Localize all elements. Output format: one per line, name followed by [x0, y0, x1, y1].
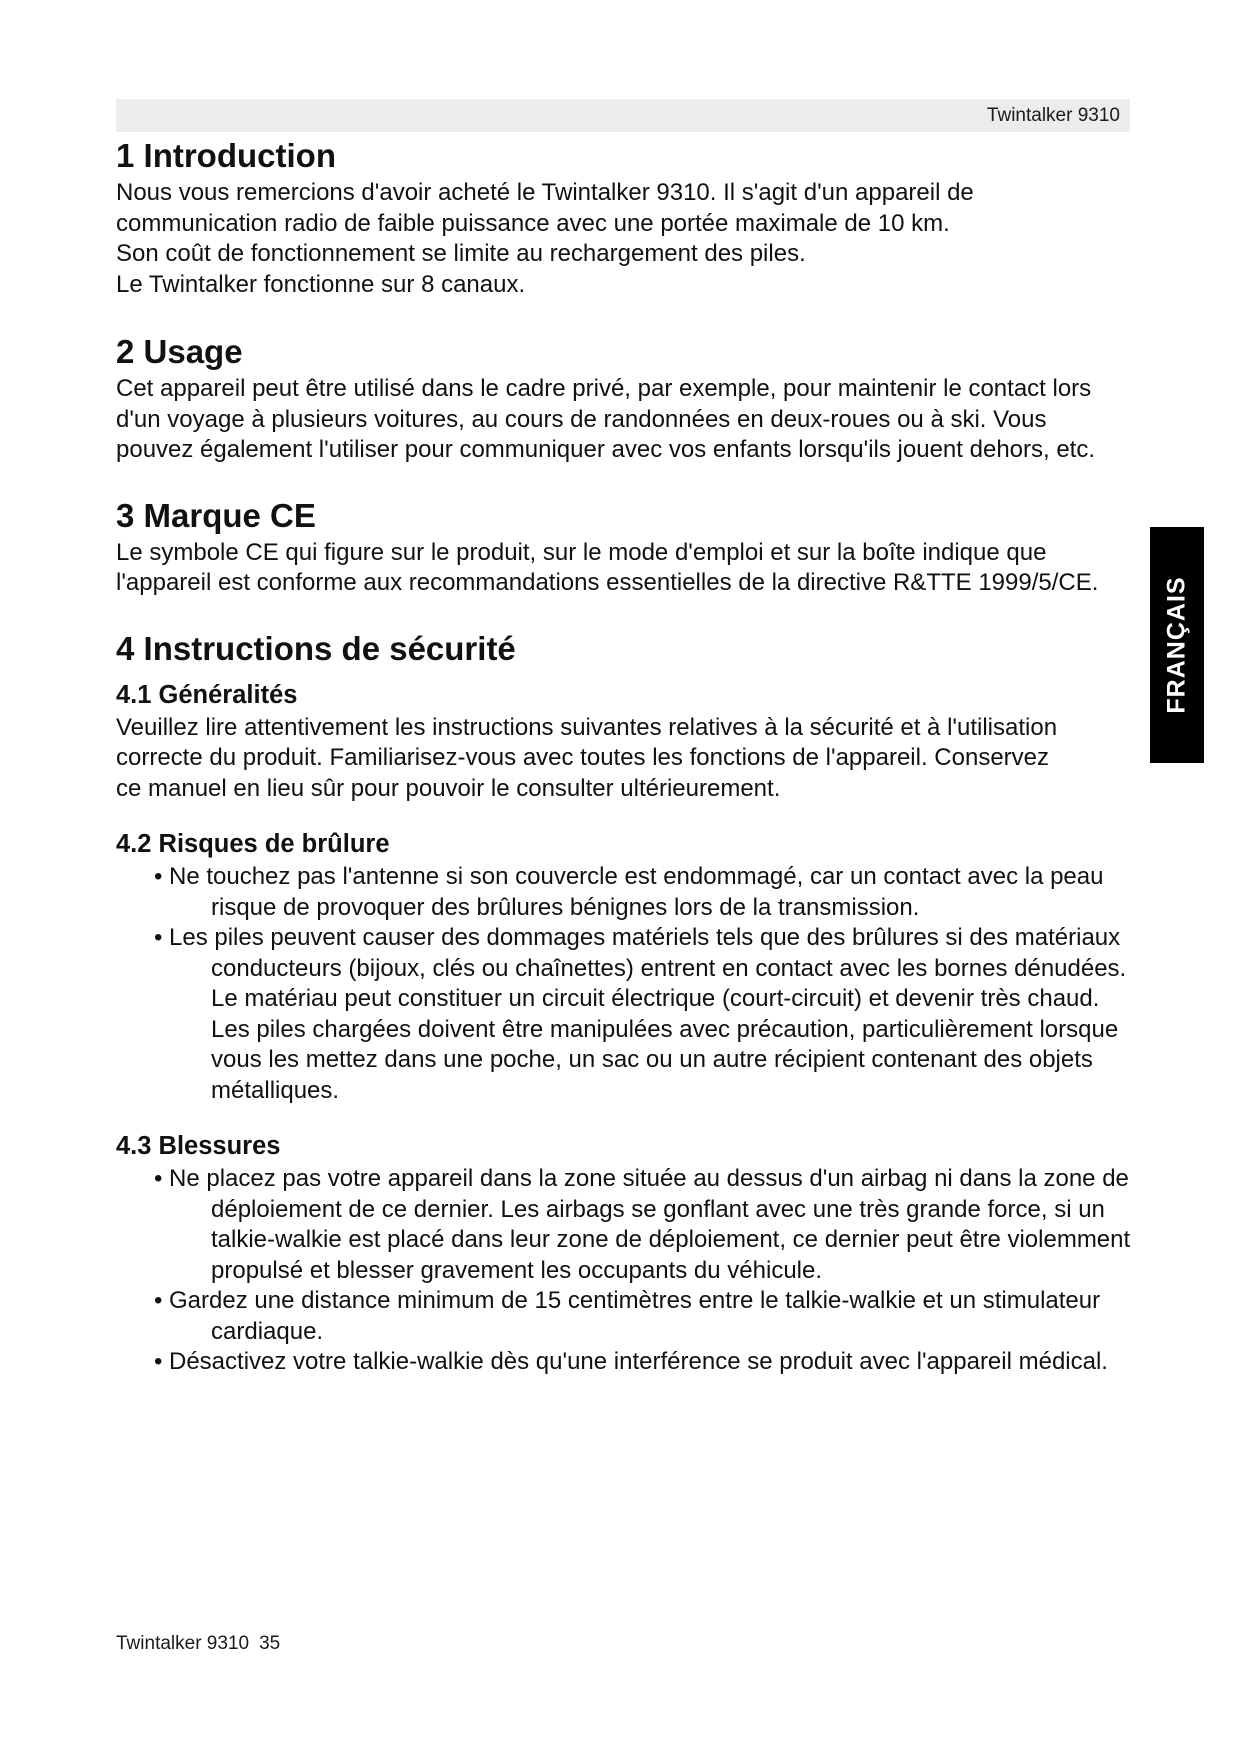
subsection-heading: 4.2 Risques de brûlure: [116, 830, 390, 858]
text-line: Cet appareil peut être utilisé dans le cadre privé, par exemple, pour maintenir le contact lors: [116, 375, 1092, 402]
text-line: correcte du produit. Familiarisez-vous avec toutes les fonctions de l'appareil. Conservez: [116, 744, 1050, 771]
section-body: [116, 178, 1136, 300]
section-usage: [116, 332, 1136, 466]
text-line: d'un voyage à plusieurs voitures, au cours de randonnées en deux-roues ou à ski. Vous: [116, 405, 1047, 433]
text-line: Son coût de fonctionnement se limite au rechargement des piles.: [116, 240, 806, 267]
list-item-text: Les piles peuvent causer des dommages matériels tels que des brûlures si des matériaux conducteurs (bijoux, clés ou chaînettes) entrent en contact avec les bornes dénudées. Le matériau peut constituer un circuit électrique (court-circuit) et devenir très chaud. Les piles chargées doivent être manipulées avec précaution, particulièrement lorsque vous les mettez dans une poche, un sac ou un autre récipient contenant des objets métalliques.: [169, 924, 1127, 1104]
list-item: [116, 1347, 1136, 1378]
text-line: Nous vous remercions d'avoir acheté le Twintalker 9310. Il s'agit d'un appareil de: [116, 179, 974, 206]
page-number: 35: [259, 1633, 281, 1654]
section-safety-instructions: [116, 629, 1136, 1378]
header-title: Twintalker 9310: [986, 105, 1120, 126]
section-ce-mark: [116, 496, 1136, 599]
list-item-text: Ne placez pas votre appareil dans la zone située au dessus d'un airbag ni dans la zone de déploiement de ce dernier. Les airbags se gonflant avec une très grande force, si un talkie-walkie est placé dans leur zone de déploiement, ce dernier peut être violemment propulsé et blesser gravement les occupants du véhicule.: [169, 1165, 1131, 1284]
list-item: [116, 923, 1136, 1106]
list-item: [116, 1164, 1136, 1286]
bullet-mark: •: [154, 863, 163, 890]
bullet-mark: •: [154, 1348, 163, 1375]
text-line: Le symbole CE qui figure sur le produit, sur le mode d'emploi et sur la boîte indique que: [116, 538, 1047, 566]
text-line: l'appareil est conforme aux recommandations essentielles de la directive R&TTE 1999/5/CE.: [116, 569, 1099, 596]
text-line: Le Twintalker fonctionne sur 8 canaux.: [116, 270, 526, 298]
section-body: [116, 538, 1136, 599]
text-line: pouvez également l'utiliser pour communiquer avec vos enfants lorsqu'ils jouent dehors, etc.: [116, 436, 1096, 463]
language-tab-label: FRANÇAIS: [1162, 576, 1191, 714]
footer-product: Twintalker 9310: [116, 1633, 250, 1654]
subsection-heading: 4.3 Blessures: [116, 1132, 281, 1160]
bullet-mark: •: [154, 1287, 163, 1314]
subsection-body: [116, 713, 1136, 805]
list-item-text: Ne touchez pas l'antenne si son couvercle est endommagé, car un contact avec la peau risque de provoquer des brûlures bénignes lors de la transmission.: [169, 863, 1104, 921]
text-line: Veuillez lire attentivement les instructions suivantes relatives à la sécurité et à l'utilisation: [116, 713, 1058, 741]
subsection-general: [116, 679, 1136, 805]
text-line: ce manuel en lieu sûr pour pouvoir le consulter ultérieurement.: [116, 774, 781, 802]
bullet-list: [116, 1164, 1136, 1378]
bullet-mark: •: [154, 924, 163, 951]
bullet-mark: •: [154, 1165, 163, 1192]
subsection-heading: 4.1 Généralités: [116, 680, 298, 709]
section-heading: 4 Instructions de sécurité: [116, 629, 516, 667]
list-item-text: Gardez une distance minimum de 15 centimètres entre le talkie-walkie et un stimulateur cardiaque.: [169, 1287, 1101, 1345]
section-heading: 1 Introduction: [116, 137, 336, 174]
page-footer: [116, 1632, 280, 1656]
section-body: [116, 374, 1136, 466]
header-bar: [116, 99, 1130, 132]
section-heading: 2 Usage: [116, 333, 243, 370]
page-content: [116, 136, 1136, 1378]
subsection-burn-risk: [116, 828, 1136, 1106]
list-item: [116, 862, 1136, 923]
list-item: [116, 1286, 1136, 1347]
language-tab: [1150, 527, 1204, 763]
list-item-text: Désactivez votre talkie-walkie dès qu'une interférence se produit avec l'appareil médical.: [169, 1348, 1108, 1375]
subsection-injuries: [116, 1130, 1136, 1378]
section-heading: 3 Marque CE: [116, 496, 316, 534]
text-line: communication radio de faible puissance avec une portée maximale de 10 km.: [116, 209, 950, 237]
bullet-list: [116, 862, 1136, 1106]
section-introduction: [116, 136, 1136, 300]
